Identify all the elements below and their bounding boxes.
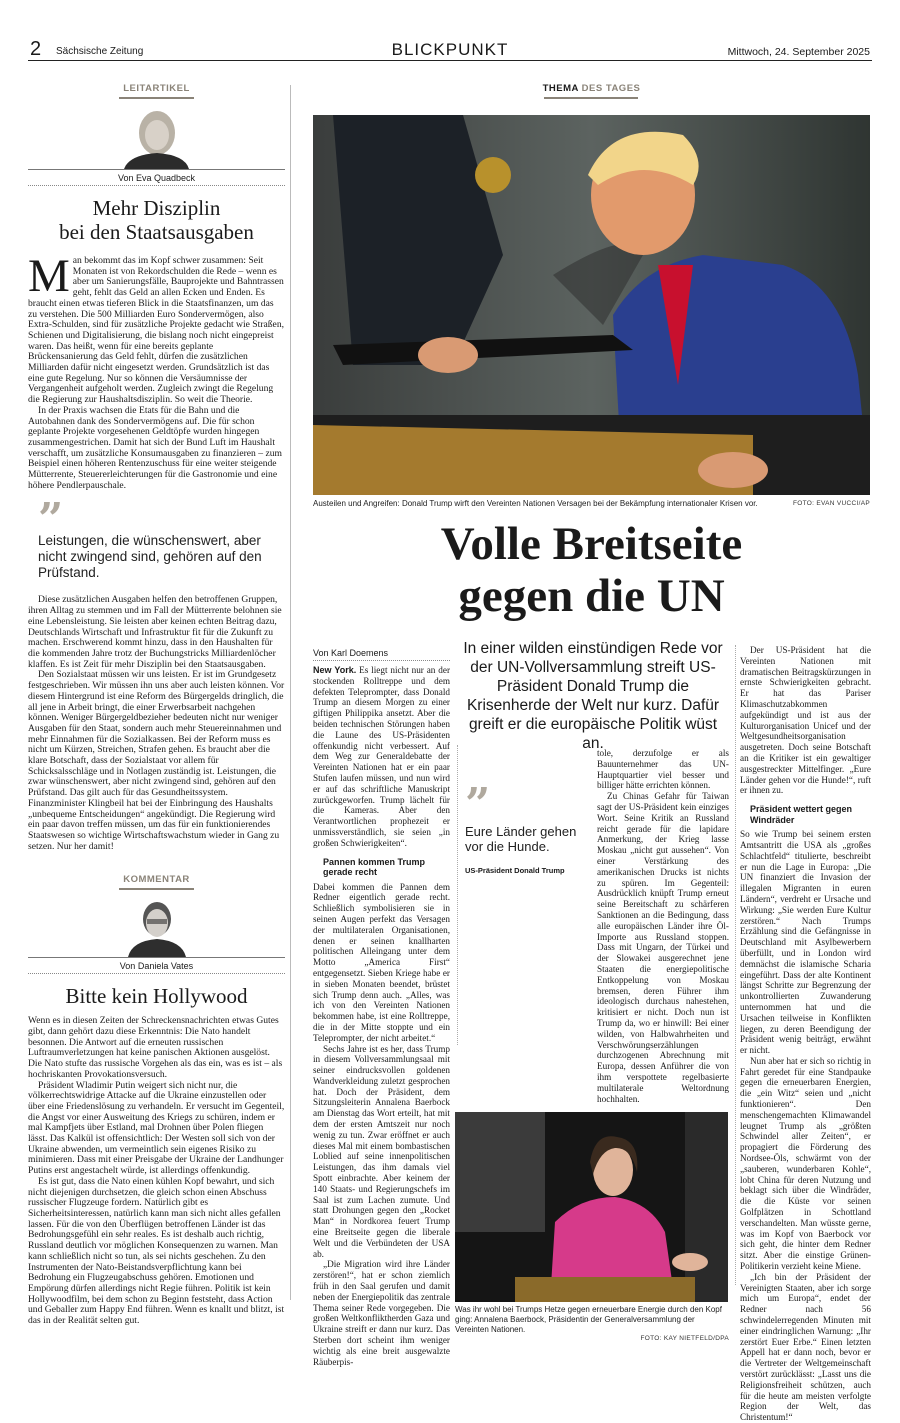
- kommentar-label: KOMMENTAR: [123, 874, 190, 886]
- author-photo-quadbeck: [28, 105, 285, 169]
- paragraph: Diese zusätzlichen Ausgaben helfen den betroffenen Gruppen, ihren Alltag zu stemmen und im Fall der Mütterrente belohnen sie eine Lebensleistung. Sie leisten aber keinen echten Beitrag dazu, Deutschlands Wirtschaft und Infrastruktur fit für die Zukunft zu machen. Erschwerend kommt hinzu, dass in den Haushalten für die kommenden Jahre trotz der Buchungstricks Milliardenlöcher klaffen. Es ist Zeit für mehr Disziplin bei den Staatsausgaben.: [28, 594, 282, 670]
- paragraph: „Ich bin der Präsident der Vereinigten Staaten, aber ich sorge mich um Europa“, endet der Redner nach 56 schwindelerregenden Minuten mit einer eindringlichen Warnung: „Ihr zerstört Euer Erbe.“ Einen letzten Appell hat er dann noch, bevor er die Vertreter der Weltgemeinschaft verstört zurücklässt: „Lasst uns die Religionsfreiheit schützen, auch für die heute am meisten verfolgte Region der Welt, das Christentum!“: [740, 1271, 871, 1423]
- page-number: 2: [30, 38, 42, 60]
- paragraph: So wie Trump bei seinem ersten Amtsantritt die USA als „großes Schlachtfeld“ titulierte, beschreibt er nun die Lage in Europa: „Die UN finanziert die Invasion der illegalen Migranten in euren Ländern“, verdreht er Ursache und Wirkung: „Sie werden Eure Kultur zerstören.“ Nach Trumps Erzählung sind die Gefängnisse in Deutschland mit Asylbewerbern überfüllt, und in London wird demnächst die islamische Scharia eingeführt. Dass der alte Kontinent längst Schritte zur Begrenzung der unkontrollierten Zuwanderung unternommen hat und die Ursachen teilweise in Konflikten liegen, zu deren Beendigung der Präsident wenig beiträgt, erwähnt er nicht.: [740, 829, 871, 1056]
- pull-quote: [465, 748, 585, 1104]
- newspaper-name: Sächsische Zeitung: [56, 46, 144, 57]
- photo-credit: FOTO: EVAN VUCCI/AP: [793, 500, 870, 507]
- column-divider: [290, 85, 291, 1300]
- issue-date: Mittwoch, 24. September 2025: [727, 46, 870, 58]
- label-underline: [544, 97, 638, 99]
- photo-caption: Austeilen und Angreifen: Donald Trump wirft den Vereinten Nationen Versagen bei der Bekämpfung internationaler Krisen vor.: [313, 499, 758, 508]
- paragraph: tole, derzufolge er als Bauunternehmer das UN-Hauptquartier viel besser und billiger hätte errichten können.: [597, 748, 729, 791]
- section-title: BLICKPUNKT: [391, 40, 509, 59]
- quote-mark-icon: ”: [38, 494, 64, 546]
- subheading: Präsident wettert gegen Windräder: [750, 804, 853, 825]
- headline-line: bei den Staatsausgaben: [59, 220, 254, 244]
- left-column: [28, 83, 285, 1327]
- thema-label: [313, 83, 870, 94]
- photo-caption: Was ihr wohl bei Trumps Hetze gegen erneuerbare Energie durch den Kopf ging: Annalena Baerbock, Präsidentin der Generalversammlung der Vereinten Nationen.: [455, 1305, 722, 1335]
- paragraph: Sechs Jahre ist es her, dass Trump in diesem Vollversammlungsaal mit seiner eindrucksvollen goldenen Wandverkleidung zuletzt gesprochen hat. Doch der Präsident, dem Sitzungsleiterin Annalena Baerbock am Dienstag das Wort erteilt, hat mit dem der ersten Amtszeit nur noch wenig zu tun. Zwar eröffnet er auch dieses Mal mit einem bombastischen Loblied auf seine innenpolitischen Leistungen, das ihm damals viel Spott einbrachte. Aber keinem der 140 Staats- und Regierungschefs im Saal ist zum Lachen zumute. Und statt Drohungen gegen den „Rocket Man“ in Nordkorea feuert Trump eine Breitseite gegen die liberale Welt und die Verbündeten der USA ab.: [313, 1043, 450, 1259]
- byline: Von Daniela Vates: [119, 961, 194, 972]
- paragraph: Den Sozialstaat müssen wir uns leisten. Er ist im Grundgesetz festgeschrieben. Wir müssen ihn uns aber auch leisten können. Vor diesem Hintergrund ist eine Reform des Bürgergelds dringlich, die all jene in Arbeit bringt, die einer Erwerbsarbeit nachgehen können. Weniger Bürgergeldbezieher bedeuten nicht nur weniger Ausgaben für den Staat, sondern auch mehr Steuereinnahmen und mehr Einnahmen für die Sozialkassen. Bei der Reform muss es nicht um Kürzen, Streichen, Strafen gehen. Es braucht aber die klare Botschaft, dass der Sozialstaat vor allem für Schicksalsschläge und in Notlagen zuständig ist. Leistungen, die zwar wünschenswert, aber nicht zwingend sind, gehören auf den Prüfstand. Das gilt auch für das Gesundheitssystem. Finanzminister Klingbeil hat bei der Einbringung des Haushalts „unbequeme Entscheidungen“ angekündigt. Die Regierung wird ein paar davon treffen müssen, um das für ein funktionierendes Staatswesen so wichtige Wirtschaftswachstum wieder in Gang zu setzen. Nur her damit!: [28, 669, 285, 852]
- leitartikel-headline: [28, 196, 285, 244]
- dotted-rule: [28, 973, 285, 974]
- kommentar-body: [28, 1016, 285, 1326]
- rule: [28, 957, 285, 958]
- paragraph: Dabei kommen die Pannen dem Redner eigentlich gerade recht. Schließlich symbolisieren sie in seinen Augen perfekt das Versagen der multilateralen Organisationen, denen er seinen knallharten politischen Alleingang unter dem Motto „America First“ entgegensetzt. Sieben Kriege habe er in sieben Monaten beendet, brüstet sich Trump denn auch. „Alles, was ich von den Vereinten Nationen bekommen habe, ist eine Rolltreppe, die in der Mitte stoppte und ein Teleprompter, der nicht arbeitet.“: [313, 881, 450, 1043]
- article-column-1: [313, 647, 450, 1367]
- paragraph: Der US-Präsident hat die Vereinten Nationen mit dramatischen Beitragskürzungen in ernste Schwierigkeiten gebracht. Er hat das Pariser Klimaschutzabkommen aufgekündigt und ist aus der Kulturorganisation Unicef und der Weltgesundheitsorganisation ausgetreten. Doch seine Botschaft an die Kritiker ist ein gewaltiger ausgestreckter Mittelfinger. „Eure Länder gehen vor die Hunde!“, ruft er ihnen zu.: [740, 645, 871, 796]
- paragraph: In der Praxis wachsen die Etats für die Bahn und die Autobahnen dank des Sondervermögens auf. Die für schon geplante Projekte vorgesehenen Geldtöpfe wurden hingegen zusammengestrichen. Damit hat sich der Bund Luft im Haushalt verschafft, um zusätzliche Konsumausgaben zu finanzieren – zum Beispiel einen höheren Rentenzuschuss für eine weiter steigende Mütterrente, Steuererleichterungen für die Gastronomie und eine höhere Pendlerpauschale.: [28, 404, 282, 491]
- baerbock-photo: [455, 1112, 728, 1302]
- label-underline: [119, 97, 194, 99]
- header-rule: [28, 60, 872, 61]
- pull-quote: [38, 494, 277, 581]
- leitartikel-label: LEITARTIKEL: [123, 83, 190, 94]
- photo-credit: FOTO: KAY NIETFELD/DPA: [640, 1335, 729, 1343]
- headline-line: Volle Breitseite: [440, 518, 743, 570]
- paragraph: Wenn es in diesen Zeiten der Schreckensnachrichten etwas Gutes gibt, dann gehört dazu diese Erkenntnis: Die Nato handelt besonnen. Die Antwort auf die erneuten russischen Luftraumverletzungen hat keine panischen Aktionen ausgelöst. Die Nato stufte das russische Vorgehen als das ein, was es ist – als hochriskanten Provokationsversuch.: [28, 1015, 283, 1080]
- article-dek: In einer wilden einstündigen Rede vor der UN-Vollversammlung streift US-Präsident Donald Trump die Krisenherde der Welt nur kurz. Dafür greift er die europäische Politik wüst an.: [463, 640, 723, 752]
- column-divider: [735, 645, 736, 1285]
- leitartikel-body-1: [28, 250, 285, 491]
- leitartikel-body-2: [28, 595, 285, 852]
- dotted-rule: [28, 185, 285, 186]
- byline: Von Eva Quadbeck: [117, 173, 196, 183]
- drop-cap: M: [28, 250, 70, 302]
- quote-source: US-Präsident Donald Trump: [465, 866, 565, 875]
- article-column-2: [597, 748, 729, 1104]
- article-column-3: [740, 645, 871, 1423]
- rule: [28, 169, 285, 170]
- paragraph: „Die Migration wird ihre Länder zerstören!“, hat er schon ziemlich früh in den Saal gerufen und damit neben der Energiepolitik das zentrale Thema seiner Rede vorgegeben. Die großen Weltkonfliktherden Gaza und Ukraine streift er dann nur kurz. Das Sterben dort scheint ihm weniger wichtig als eine breit ausgewalzte Räuberpis-: [313, 1259, 450, 1367]
- headline-line: Mehr Disziplin: [92, 196, 221, 220]
- headline-line: gegen die UN: [458, 570, 725, 622]
- label-underline: [119, 888, 194, 890]
- paragraph: Präsident Wladimir Putin weigert sich nicht nur, die völkerrechtswidrige Attacke auf die Ukraine einzustellen oder über eine Friedenslösung zu verhandeln. Er versucht im Gegenteil, die Angst vor einer Ausweitung des Kriegs zu schüren, indem er mal Kampfjets über Estland, mal Drohnen über Polen fliegen lässt. Das Kalkül ist offensichtlich: Der Westen soll sich von der Ukraine abwenden, um vermeintlich sein eigenes Risiko zu minimieren. Dass mit einer Preisgabe der Ukraine der Landhunger Putins erst angestachelt würde, ist allerdings offenkundig.: [28, 1079, 285, 1177]
- middle-row: [455, 748, 729, 1104]
- trump-photo: [313, 115, 870, 495]
- middle-block: [455, 748, 729, 1342]
- paragraph: Nun aber hat er sich so richtig in Fahrt geredet für eine Standpauke gegen die erneuerbaren Energien, die „ein Witz“ seien und „nicht funktionieren“. Den menschengemachten Klimawandel leugnet Trump als „größten Schwindel aller Zeiten“, er propagiert die Förderung des Nordsee-Öls, schwärmt von der „sauberen, wunderbaren Kohle“, lobt China für deren Nutzung und beklagt sich über die Windräder, die die Küste vor seinen Golfplätzen in Schottland verschandelten. Man wüsste gerne, was im Kopf von Baerbock vor sich geht, die hinter dem Redner sitzt. Aber die einstige Grünen-Politikerin verzieht keine Miene.: [740, 1055, 871, 1272]
- paragraph: an bekommt das im Kopf schwer zusammen: Seit Monaten ist von Rekordschulden die Rede – wenn es aber um Sanierungsfälle, Bauprojekte und Bahntrassen geht, fehlt das Geld an allen Ecken und Enden. Es braucht einen etwas tieferen Blick in die Staatsfinanzen, um das zu verstehen. Die 500 Milliarden Euro Sondervermögen, also Extra-Schulden, sind für zusätzliche Projekte gedacht wie Straßen, Schienen und Digitalisierung, die bislang noch nicht eingepreist waren. Das heißt, wenn für eine bereits geplante Brückensanierung das Geld fehlt, dürfen die zusätzlichen Milliarden dafür nicht eingesetzt werden. Grundsätzlich ist das eine gute Regelung. Nur so können die Versäumnisse der Vergangenheit aufgeholt werden. Zugleich zwingt die Regelung die Regierung zur Haushaltsdisziplin. So weit die Theorie.: [28, 255, 285, 406]
- kommentar-headline: Bitte kein Hollywood: [65, 984, 248, 1009]
- byline: Von Karl Doemens: [313, 648, 389, 658]
- paragraph: Zu Chinas Gefahr für Taiwan sagt der US-Präsident kein einziges Wort. Seine Kritik an Russland reicht gerade für die lapidare Anmerkung, der Krieg lasse Moskau „nicht gut aussehen“. Von einer Verstärkung des amerikanischen Drucks ist nichts zu spüren. Im Gegenteil: Ausdrücklich knüpft Trump erneut seine Bereitschaft zu schärferen Sanktionen an die Bedingung, dass alle europäischen Länder ihre Öl-Importe aus Russland stoppen. Dass mit Ungarn, der Türkei und der Slowakei ausgerechnet jene Staaten die energiepolitische Entkoppelung von Moskau bremsen, deren Führer ihm ideologisch durchaus nahestehen, kritisiert er nicht. Doch nun ist Trump da, wo er hinwill: Bei einer wilden, von Halbwahrheiten und Verschwörungserzählungen durchzogenen Abrechnung mit Europa, dessen Anführer die von ihm verspottete regelbasierte multilaterale Weltordnung hochhalten.: [597, 791, 729, 1104]
- dateline: New York.: [313, 665, 357, 675]
- paragraph: Es ist gut, dass die Nato einen kühlen Kopf bewahrt, und sich nicht diejenigen durchsetzen, die gleich schon einen Abschuss russischer Flugzeuge fordern. Natürlich gibt es Sicherheitsinteressen, natürlich kann man sich nicht alles gefallen lassen. Für die von den Überflügen betroffenen Länder ist das Bedrohungsgefühl ein sehr reales. Es ist deshalb auch richtig, Russland deutlich vor möglichen Konsequenzen zu warnen. Man kann schließlich nicht so tun, als sei nichts geschehen. Zu den Instrumenten der Nato-Beistandsverpflichtung kann bei Bedrohung ein Flugzeugabschuss gehören. Emotionen und Empörung dürfen allerdings nicht Regie führen. Politik ist kein Hollywoodfilm, bei dem schon zu Beginn feststeht, dass Action und Geballer zum Happy End führen. Wenn es knallt und blitzt, ist das in der Realität selten gut.: [28, 1175, 285, 1327]
- quote-mark-icon: ”: [465, 779, 491, 830]
- quote-text: Leistungen, die wünschenswert, aber nicht zwingend sind, gehören auf den Prüfstand.: [38, 533, 262, 581]
- author-photo-vates: [28, 895, 285, 957]
- subheading: Pannen kommen Trump gerade recht: [323, 856, 426, 878]
- paragraph: Es liegt nicht nur an der stockenden Rolltreppe und dem defekten Teleprompter, dass Donald Trump an diesem Morgen zu einer giftigen Philippika ansetzt. Aber die beiden technischen Störungen haben die Laune des US-Präsidenten offenkundig nicht verbessert. Auf dem Weg zur Generaldebatte der Vereinten Nationen hat er ein paar Stufen laufen müssen, und nun wird er auf das schriftliche Manuskript zurückgeworfen. Trump lächelt für die Kameras. Aber den Verantwortlichen prophezeit er unmissverständlich, sie seien „in großen Schwierigkeiten“.: [313, 665, 450, 848]
- dotted-rule: [313, 660, 450, 661]
- quote-text: Eure Länder gehen vor die Hunde.: [465, 824, 577, 854]
- label-bold: THEMA: [542, 83, 579, 94]
- main-headline: [313, 518, 870, 622]
- label-light: DES TAGES: [578, 83, 641, 94]
